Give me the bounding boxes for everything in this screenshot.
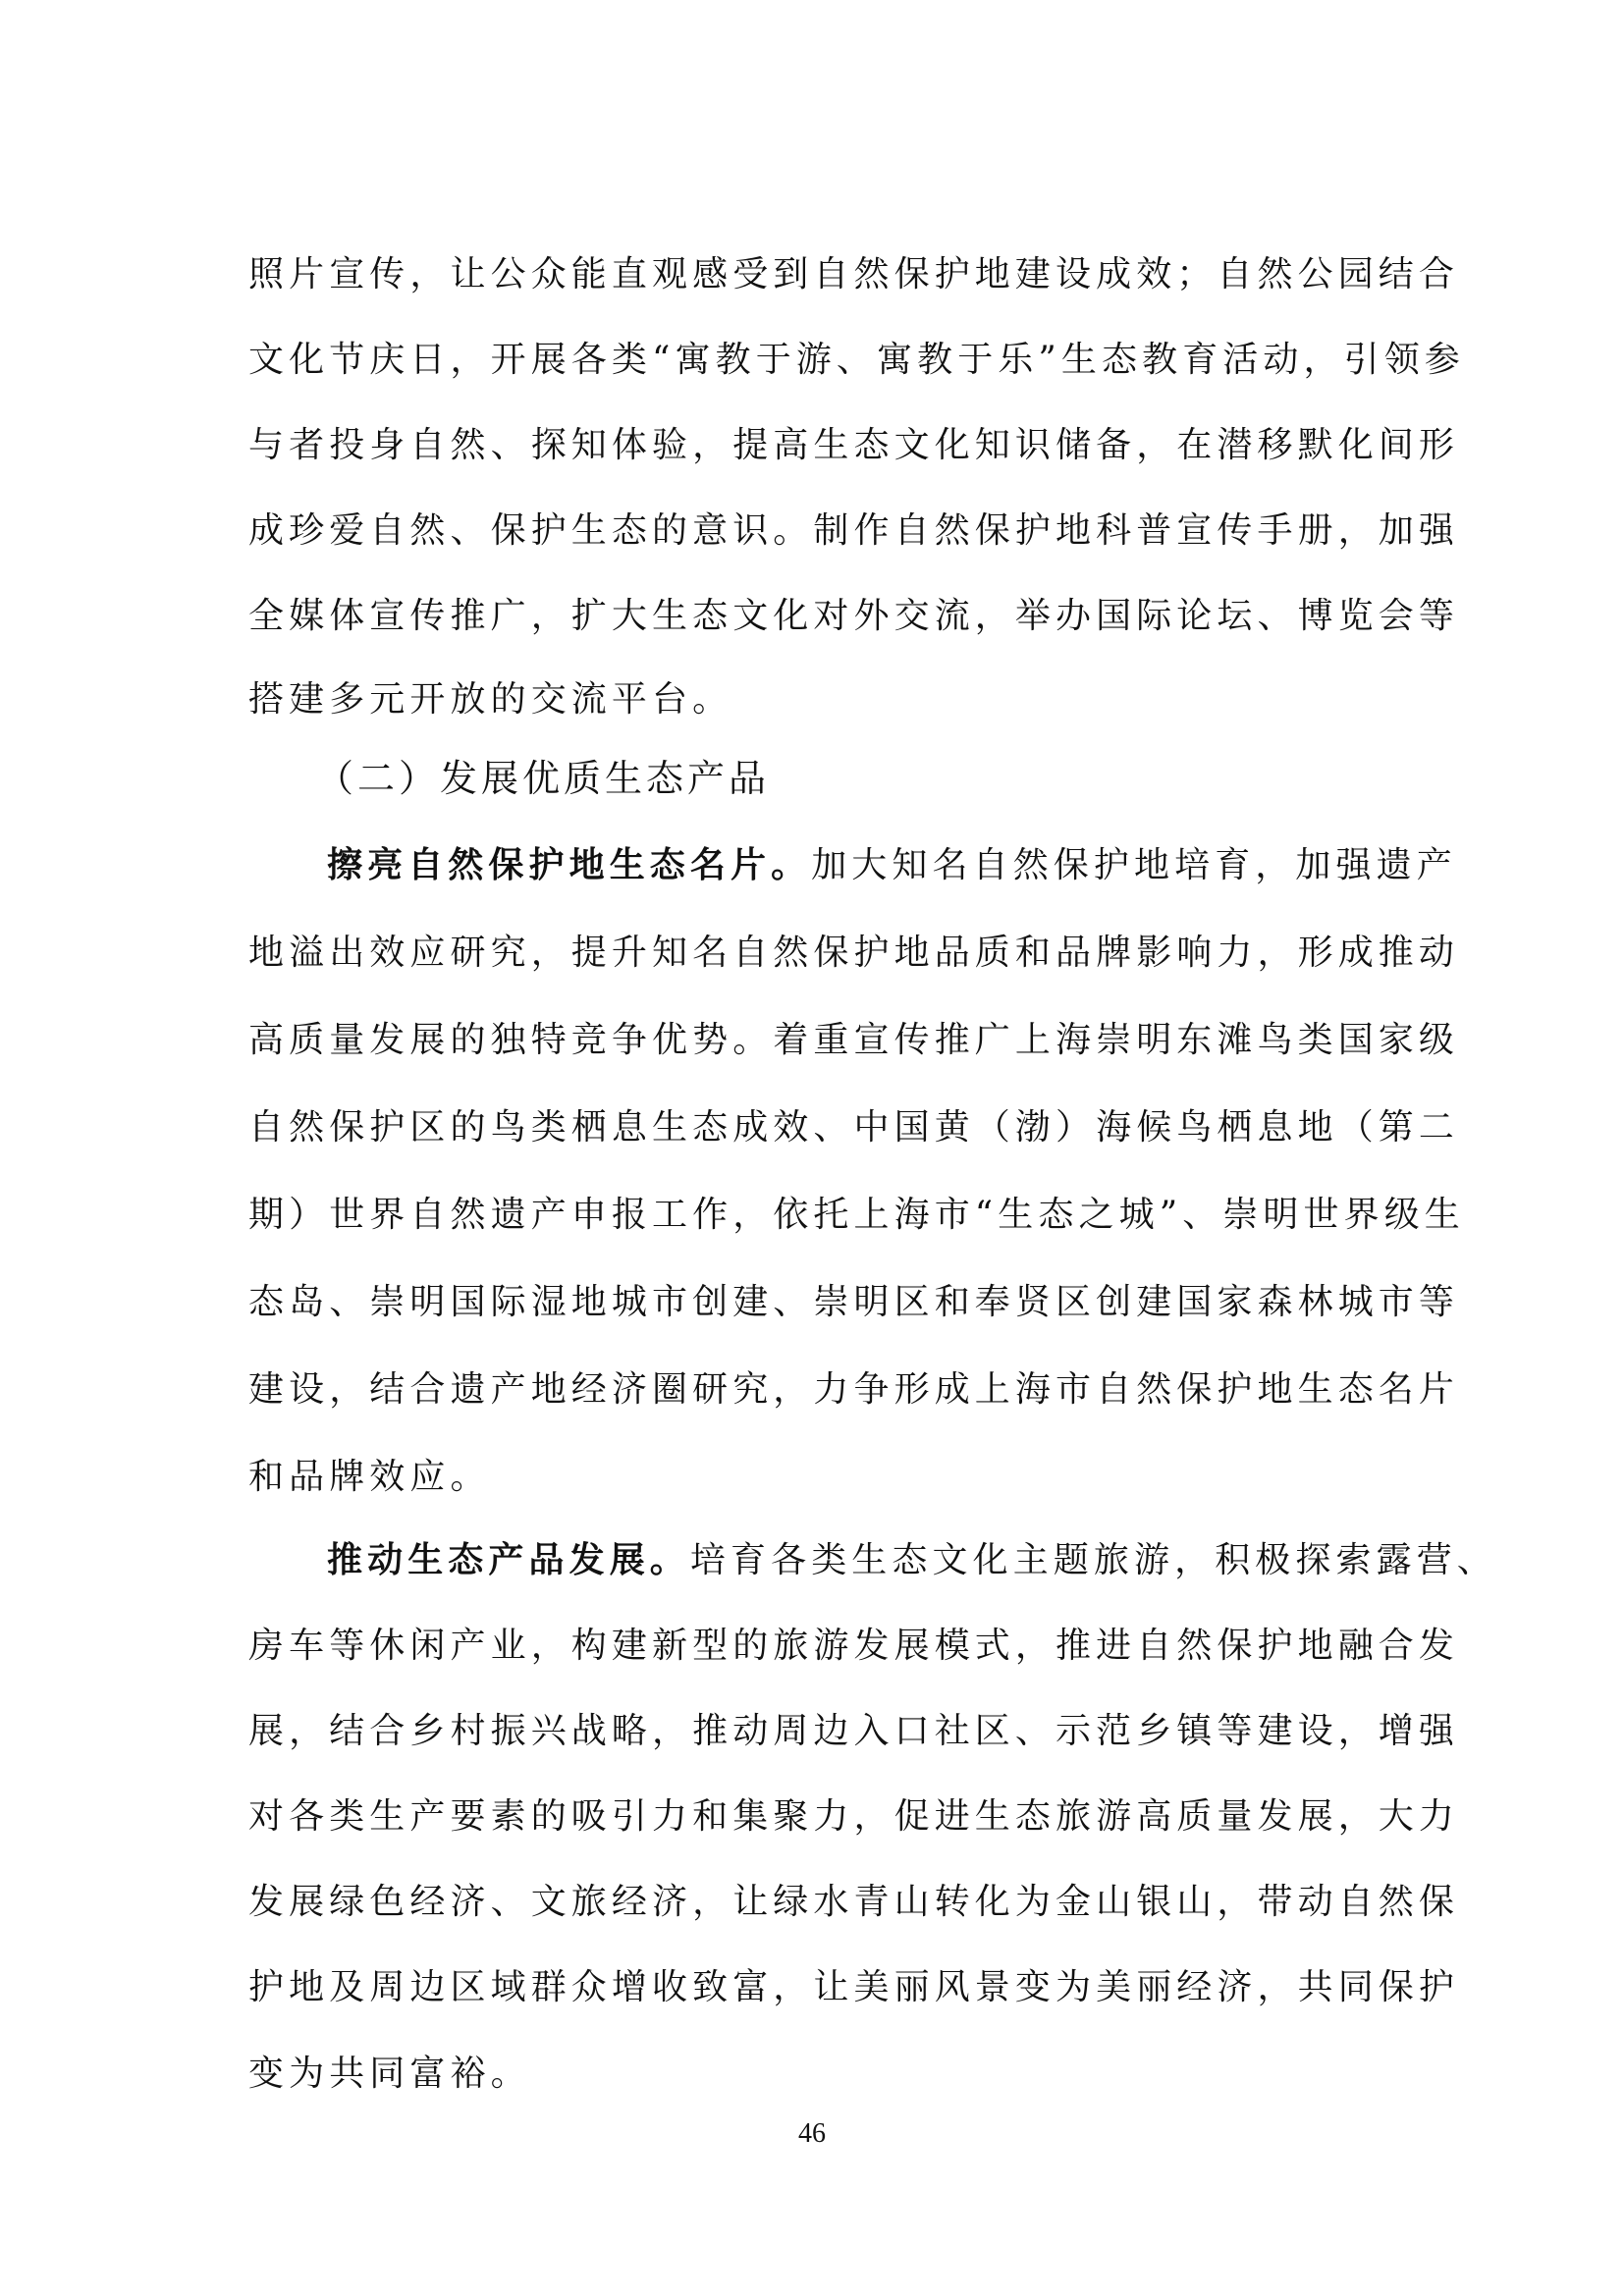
text-line: 和品牌效应。: [248, 1457, 491, 1497]
text-line: 照片宣传，让公众能直观感受到自然保护地建设成效；自然公园结合: [248, 254, 1460, 294]
text-line: 自然保护区的鸟类栖息生态成效、中国黄（渤）海候鸟栖息地（第二: [248, 1107, 1460, 1148]
paragraph-lead: 擦亮自然保护地生态名片。: [327, 845, 812, 885]
text-line: 建设，结合遗产地经济圈研究，力争形成上海市自然保护地生态名片: [248, 1369, 1460, 1410]
text-line-first: [327, 842, 1457, 889]
text-line: 房车等休闲产业，构建新型的旅游发展模式，推进自然保护地融合发: [248, 1626, 1460, 1666]
text-line: 成珍爱自然、保护生态的意识。制作自然保护地科普宣传手册，加强: [248, 510, 1460, 551]
paragraph-text: 加大知名自然保护地培育，加强遗产: [811, 845, 1457, 885]
text-line: 期）世界自然遗产申报工作，依托上海市“生态之城”、崇明世界级生: [248, 1195, 1465, 1235]
text-line: 展，结合乡村振兴战略，推动周边入口社区、示范乡镇等建设，增强: [248, 1711, 1460, 1751]
text-line: 与者投身自然、探知体验，提高生态文化知识储备，在潜移默化间形: [248, 425, 1460, 465]
page-number: 46: [798, 2118, 826, 2149]
paragraph-lead: 推动生态产品发展。: [327, 1540, 690, 1580]
text-line: 变为共同富裕。: [248, 2054, 531, 2094]
section-heading: （二）发展优质生态产品: [316, 757, 771, 800]
text-line: 高质量发展的独特竞争优势。着重宣传推广上海崇明东滩鸟类国家级: [248, 1020, 1460, 1060]
text-line: 发展绿色经济、文旅经济，让绿水青山转化为金山银山，带动自然保: [248, 1882, 1460, 1922]
text-line: 护地及周边区域群众增收致富，让美丽风景变为美丽经济，共同保护: [248, 1967, 1460, 2007]
text-line: 搭建多元开放的交流平台。: [248, 679, 733, 720]
text-line: 全媒体宣传推广，扩大生态文化对外交流，举办国际论坛、博览会等: [248, 596, 1460, 636]
paragraph-text: 培育各类生态文化主题旅游，积极探索露营、: [689, 1540, 1497, 1580]
text-line: 文化节庆日，开展各类“寓教于游、寓教于乐”生态教育活动，引领参: [248, 340, 1465, 380]
text-line: 地溢出效应研究，提升知名自然保护地品质和品牌影响力，形成推动: [248, 933, 1460, 973]
text-line: 态岛、崇明国际湿地城市创建、崇明区和奉贤区创建国家森林城市等: [248, 1282, 1460, 1322]
text-line-first: [327, 1537, 1497, 1584]
text-line: 对各类生产要素的吸引力和集聚力，促进生态旅游高质量发展，大力: [248, 1796, 1460, 1837]
